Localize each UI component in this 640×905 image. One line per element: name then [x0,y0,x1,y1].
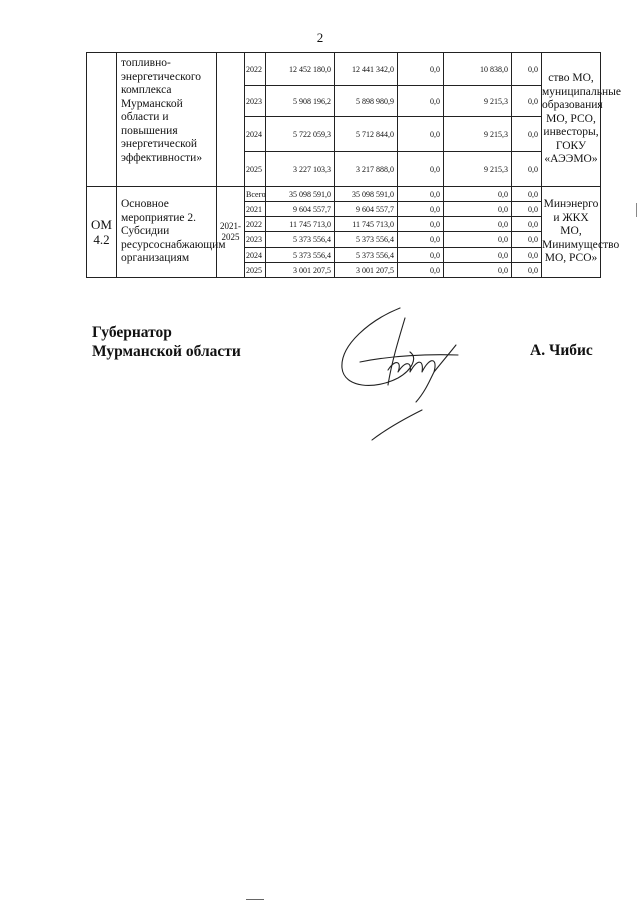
amount-other: 0,0 [512,232,542,248]
signatory-title-line2: Мурманской области [92,343,241,360]
year-cell: 2025 [245,152,266,187]
amount-other: 0,0 [512,53,542,86]
period-cell: 2021-2025 [217,187,245,278]
table-row [87,53,601,86]
measure-code: ОМ 4.2 [87,187,117,278]
amount-regional: 11 745 713,0 [335,217,398,232]
year-cell: 2023 [245,232,266,248]
amount-regional: 3 001 207,5 [335,263,398,278]
executor-cell: ство МО, муниципальные образования МО, РСО, инвесторы, ГОКУ «АЭЭМО» [542,53,601,187]
amount-total: 3 227 103,3 [266,152,335,187]
amount-federal: 0,0 [398,117,444,152]
year-cell: 2022 [245,217,266,232]
amount-local: 0,0 [444,263,512,278]
amount-local: 0,0 [444,248,512,263]
amount-regional: 5 373 556,4 [335,232,398,248]
amount-local: 0,0 [444,217,512,232]
amount-federal: 0,0 [398,202,444,217]
year-cell: 2021 [245,202,266,217]
amount-regional: 5 898 980,9 [335,86,398,117]
scan-artifact [636,203,637,217]
amount-other: 0,0 [512,86,542,117]
measures-table [86,52,621,278]
amount-other: 0,0 [512,263,542,278]
amount-federal: 0,0 [398,86,444,117]
amount-regional: 12 441 342,0 [335,53,398,86]
amount-total: 5 722 059,3 [266,117,335,152]
table-row [87,187,601,202]
code-cell-empty [87,53,117,187]
amount-local: 9 215,3 [444,152,512,187]
amount-total: 5 373 556,4 [266,248,335,263]
handwritten-signature [330,300,480,445]
amount-federal: 0,0 [398,53,444,86]
measure-name-cell: топливно-энергетического комплекса Мурманской области и повышения энергетической эффективности» [117,53,217,187]
year-cell: 2022 [245,53,266,86]
amount-federal: 0,0 [398,232,444,248]
amount-local: 9 215,3 [444,117,512,152]
amount-total: 5 373 556,4 [266,232,335,248]
amount-other: 0,0 [512,117,542,152]
year-cell: 2024 [245,117,266,152]
amount-local: 0,0 [444,187,512,202]
signatory-title-line1: Губернатор [92,324,172,341]
amount-regional: 9 604 557,7 [335,202,398,217]
amount-total: 11 745 713,0 [266,217,335,232]
amount-local: 0,0 [444,202,512,217]
amount-local: 10 838,0 [444,53,512,86]
amount-federal: 0,0 [398,152,444,187]
amount-total: 9 604 557,7 [266,202,335,217]
amount-federal: 0,0 [398,248,444,263]
year-cell: Всего [245,187,266,202]
signatory-title [92,323,241,361]
amount-other: 0,0 [512,248,542,263]
signatory-name: А. Чибис [530,342,593,359]
page-number: 2 [316,30,324,45]
amount-total: 12 452 180,0 [266,53,335,86]
amount-regional: 5 373 556,4 [335,248,398,263]
year-cell: 2023 [245,86,266,117]
amount-other: 0,0 [512,152,542,187]
year-cell: 2025 [245,263,266,278]
amount-other: 0,0 [512,202,542,217]
amount-local: 9 215,3 [444,86,512,117]
year-cell: 2024 [245,248,266,263]
period-cell-empty [217,53,245,187]
footer-mark [246,899,264,900]
amount-regional: 35 098 591,0 [335,187,398,202]
amount-total: 5 908 196,2 [266,86,335,117]
amount-federal: 0,0 [398,263,444,278]
executor-cell: Минэнерго и ЖКХ МО, Минимущество МО, РСО» [542,187,601,278]
amount-federal: 0,0 [398,217,444,232]
amount-regional: 3 217 888,0 [335,152,398,187]
amount-other: 0,0 [512,217,542,232]
amount-other: 0,0 [512,187,542,202]
amount-local: 0,0 [444,232,512,248]
amount-regional: 5 712 844,0 [335,117,398,152]
amount-federal: 0,0 [398,187,444,202]
measure-name-cell: Основное мероприятие 2. Субсидии ресурсоснабжающим организациям [117,187,217,278]
amount-total: 35 098 591,0 [266,187,335,202]
amount-total: 3 001 207,5 [266,263,335,278]
